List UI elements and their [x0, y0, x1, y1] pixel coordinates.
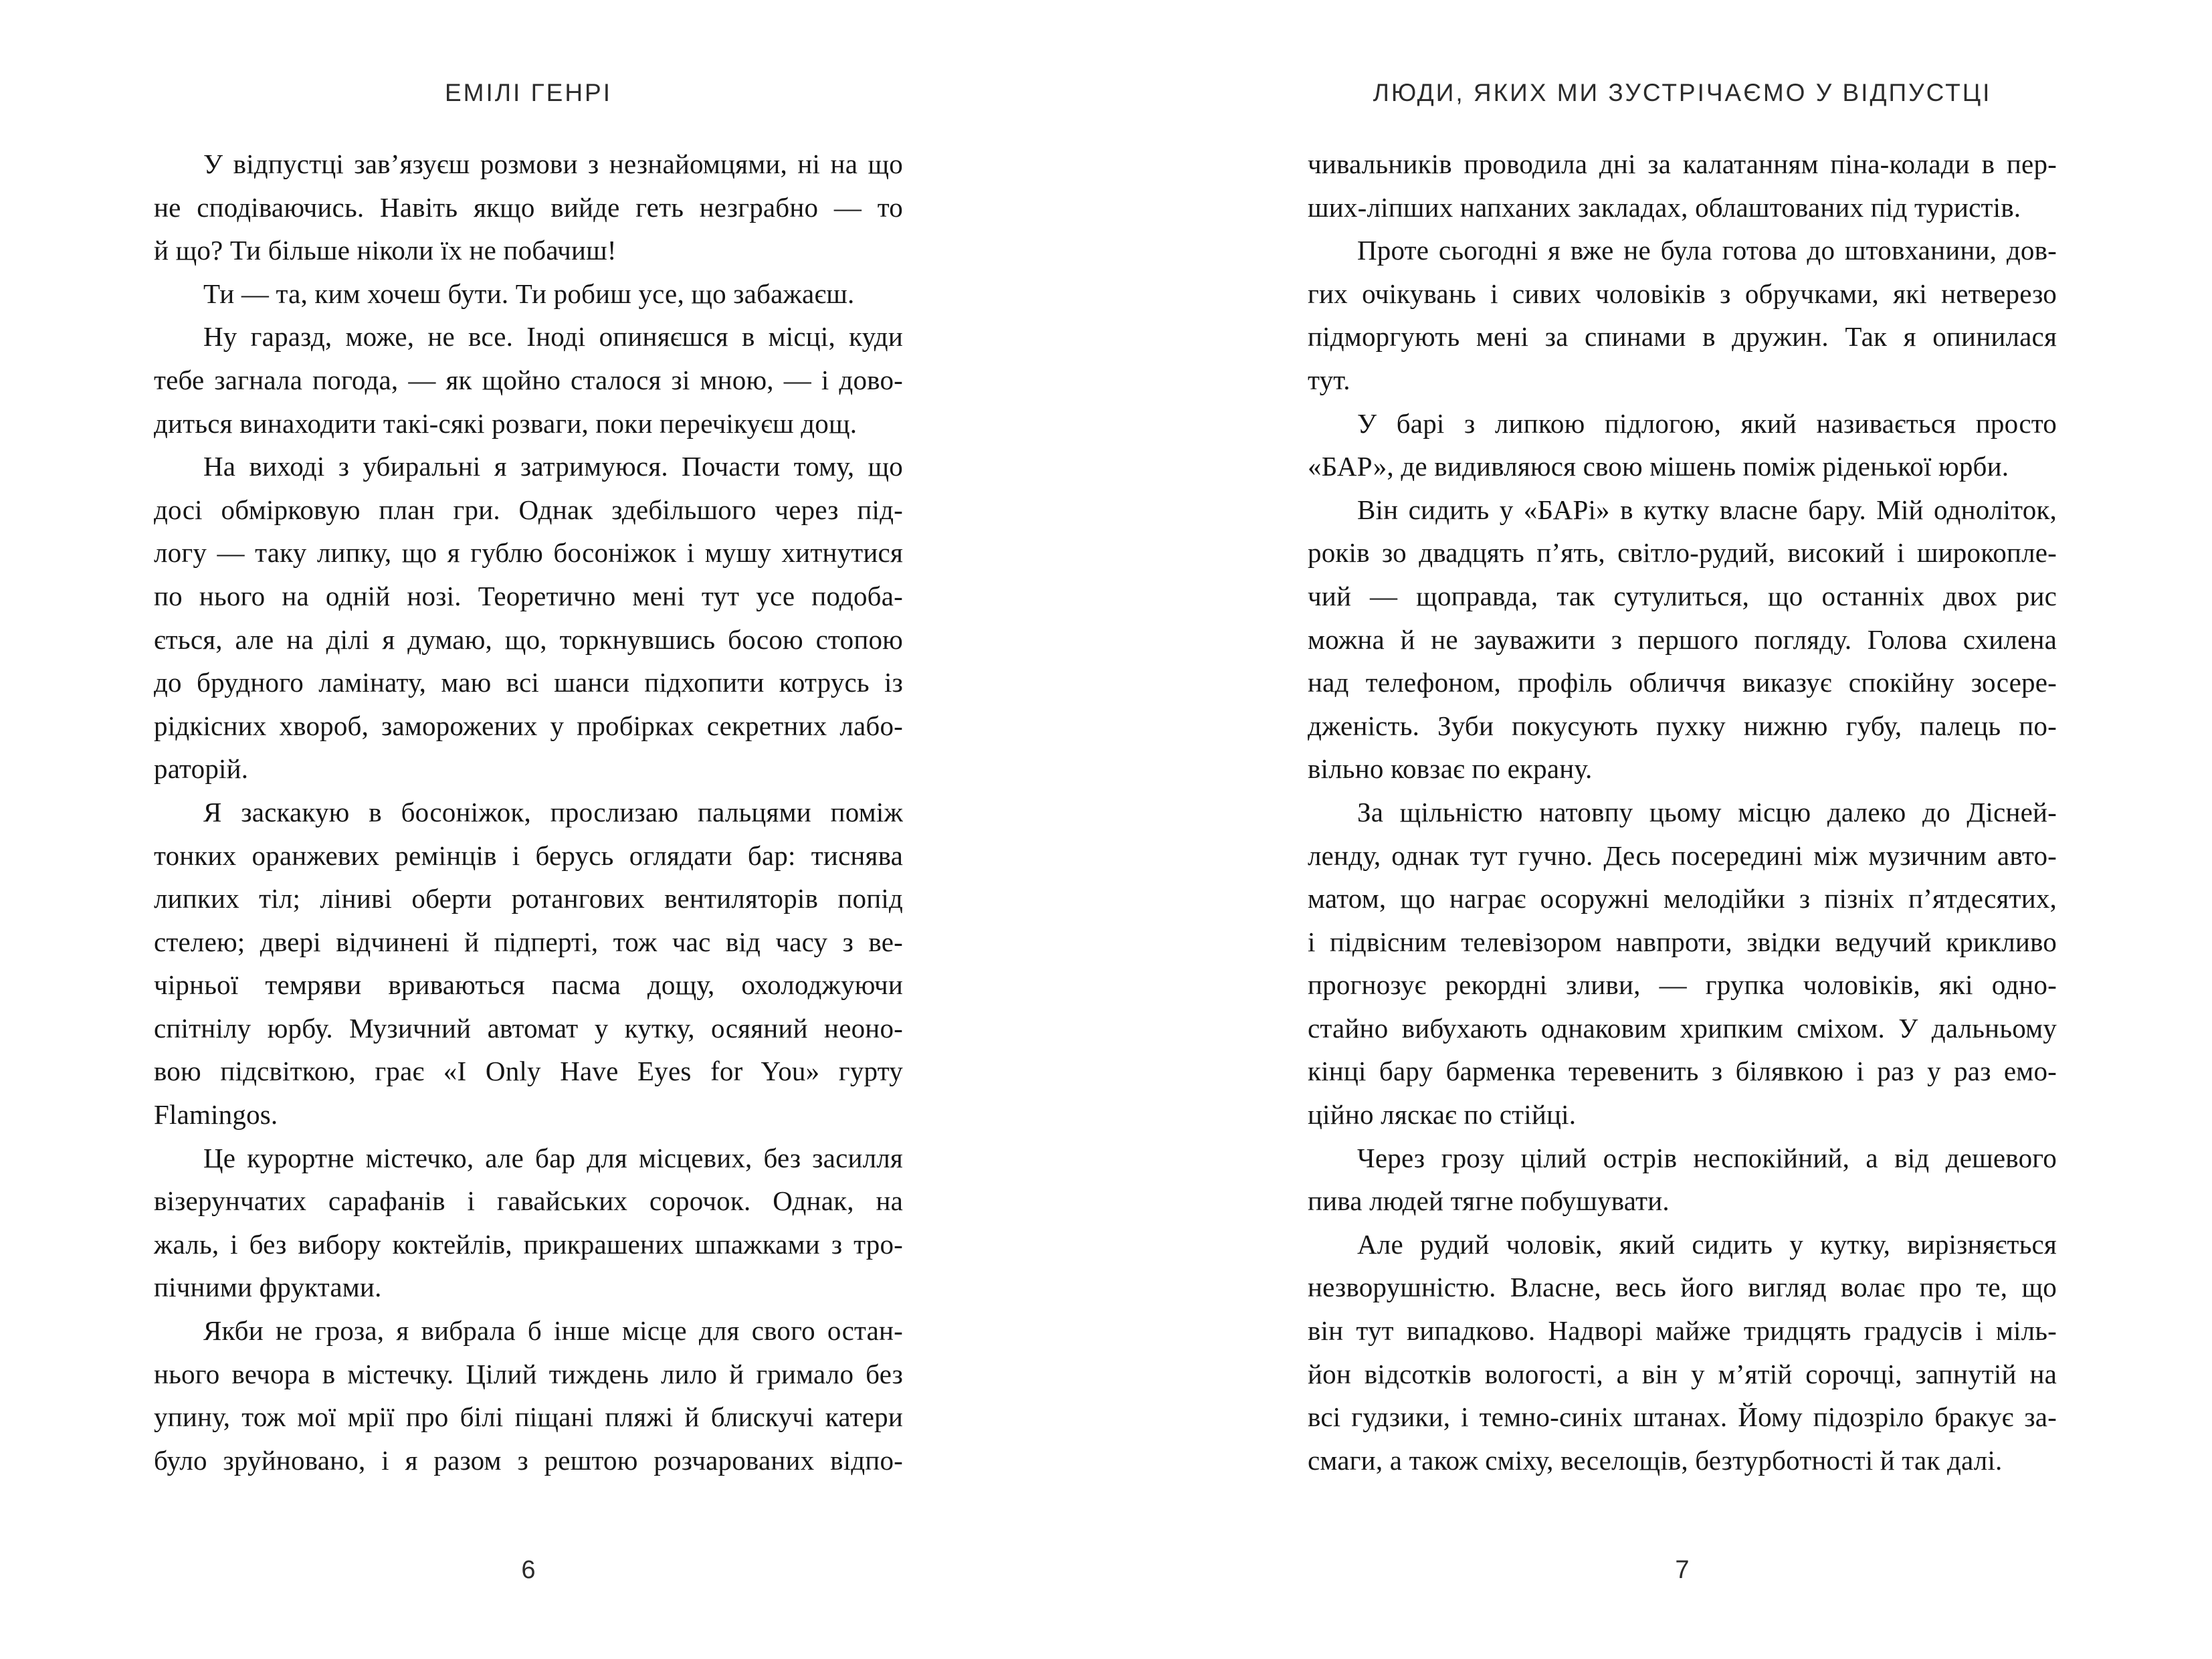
text-line: й що? Ти більше ніколи їх не побачиш!	[154, 235, 617, 266]
text-line: упину, тож мої мрії про білі піщані пляжі й блискучі катери	[154, 1401, 903, 1433]
left-page	[154, 0, 903, 1659]
text-line: У барі з липкою підлогою, який називається просто	[1357, 407, 2057, 439]
text-line: На виході з убиральні я затримуюся. Почасти тому, що	[203, 451, 903, 482]
text-line: диться винаходити такі-сякі розваги, поки перечікуєш дощ.	[154, 407, 858, 439]
text-line: тонких оранжевих ремінців і берусь оглядати бар: тиснява	[154, 840, 903, 871]
text-line: по нього на одній нозі. Теоретично мені тут усе подоба-	[154, 580, 903, 611]
text-line: Через грозу цілий острів неспокійний, а від дешевого	[1357, 1142, 2057, 1173]
text-line: всі гудзики, і темно-синіх штанах. Йому підозріло бракує за-	[1308, 1401, 2057, 1433]
paragraph	[1308, 142, 2057, 229]
text-line: смаги, а також сміху, веселощів, безтурботності й так далі.	[1308, 1444, 2003, 1476]
text-line: над телефоном, профіль обличчя виказує спокійну зосере-	[1308, 667, 2057, 698]
text-line: За щільністю натовпу цьому місцю далеко до Дісней-	[1357, 796, 2057, 827]
text-line: не сподіваючись. Навіть якщо вийде геть незграбно — то	[154, 191, 903, 223]
text-line: логу — таку липку, що я гублю босоніжок і мушу хитнутися	[154, 537, 903, 569]
left-running-header: ЕМІЛІ ГЕНРІ	[444, 79, 612, 106]
text-line: він тут випадково. Надворі майже тридцять градусів і міль-	[1308, 1315, 2057, 1347]
text-line: липких тіл; ліниві оберти ротангових вентиляторів попід	[154, 883, 903, 914]
left-page-body	[154, 142, 903, 1482]
text-line: пива людей тягне побушувати.	[1308, 1185, 1670, 1217]
text-line: і підвісним телевізором навпроти, звідки ведучий крикливо	[1308, 926, 2057, 957]
right-page-body	[1308, 142, 2057, 1482]
left-page-number: 6	[521, 1556, 536, 1584]
text-line: Flamingos.	[154, 1099, 278, 1131]
right-running-header: ЛЮДИ, ЯКИХ МИ ЗУСТРІЧАЄМО У ВІДПУСТЦІ	[1373, 79, 1992, 106]
paragraph	[1308, 488, 2057, 791]
text-line: спітнілу юрбу. Музичний автомат у кутку, осяяний неоно-	[154, 1012, 903, 1044]
right-page	[1308, 0, 2057, 1659]
text-line: пічними фруктами.	[154, 1272, 382, 1303]
text-line: тебе загнала погода, — як щойно сталося зі мною, — і дово-	[154, 364, 903, 395]
text-line: матом, що награє осоружні мелодійки з пізніх п’ятдесятих,	[1308, 883, 2057, 914]
text-line: Проте сьогодні я вже не була готова до штовханини, дов-	[1357, 235, 2057, 266]
text-line: вою підсвіткою, грає «I Only Have Eyes for You» гурту	[154, 1056, 903, 1087]
paragraph	[1308, 1137, 2057, 1223]
text-line: Ну гаразд, може, не все. Іноді опиняєшся в місці, куди	[203, 321, 903, 353]
paragraph	[154, 791, 903, 1137]
text-line: до брудного ламінату, маю всі шанси підхопити котрусь із	[154, 667, 903, 698]
paragraph	[154, 1137, 903, 1309]
text-line: У відпустці зав’язуєш розмови з незнайомцями, ні на що	[203, 149, 903, 179]
text-line: ційно ляскає по стійці.	[1308, 1099, 1577, 1131]
text-line: років зо двадцять п’ять, світло-рудий, високий і широкопле-	[1308, 537, 2057, 569]
text-line: стелею; двері відчинені й підперті, тож час від часу з ве-	[154, 926, 903, 957]
text-line: Ти — та, ким хочеш бути. Ти робиш усе, що забажаєш.	[203, 278, 855, 309]
paragraph	[154, 272, 903, 316]
text-line: «БАР», де видивляюся свою мішень поміж ріденької юрби.	[1308, 451, 2009, 482]
text-line: гих очікувань і сивих чоловіків з обручками, які нетверезо	[1308, 278, 2057, 309]
text-line: раторій.	[154, 753, 249, 785]
text-line: ших-ліпших напханих закладах, облаштованих під туристів.	[1308, 191, 2021, 223]
text-line: дженість. Зуби покусують пухку нижню губу, палець по-	[1308, 710, 2057, 741]
paragraph	[1308, 402, 2057, 488]
text-line: кінці бару барменка теревенить з білявкою і раз у раз емо-	[1308, 1056, 2057, 1087]
text-line: можна й не зауважити з першого погляду. Голова схилена	[1308, 623, 2057, 655]
text-line: незворушністю. Власне, весь його вигляд волає про те, що	[1308, 1272, 2057, 1303]
text-line: Це курортне містечко, але бар для місцевих, без засилля	[203, 1142, 903, 1173]
text-line: Він сидить у «БАРі» в кутку власне бару. Мій одноліток,	[1357, 494, 2057, 525]
text-line: ється, але на ділі я думаю, що, торкнувшись босою стопою	[154, 623, 903, 655]
text-line: чий — щоправда, так сутулиться, що останніх двох рис	[1308, 580, 2057, 611]
text-line: візерунчатих сарафанів і гавайських сорочок. Однак, на	[154, 1185, 903, 1217]
text-line: Але рудий чоловік, який сидить у кутку, вирізняється	[1357, 1228, 2057, 1260]
text-line: досі обмірковую план гри. Однак здебільшого через під-	[154, 494, 903, 525]
paragraph	[1308, 1223, 2057, 1482]
text-line: нього вечора в містечку. Цілий тиждень лило й гримало без	[154, 1358, 903, 1389]
text-line: прогнозує рекордні зливи, — групка чоловіків, які одно-	[1308, 969, 2057, 1001]
paragraph	[1308, 791, 2057, 1137]
paragraph	[154, 142, 903, 272]
text-line: рідкісних хвороб, заморожених у пробірках секретних лабо-	[154, 710, 903, 741]
text-line: підморгують мені за спинами в дружин. Так я опинилася	[1308, 321, 2057, 353]
text-line: жаль, і без вибору коктейлів, прикрашених шпажками з тро-	[154, 1228, 903, 1260]
paragraph	[154, 1309, 903, 1482]
text-line: Я заскакую в босоніжок, прослизаю пальцями поміж	[203, 796, 903, 827]
paragraph	[154, 445, 903, 791]
text-line: ленду, однак тут гучно. Десь посередині між музичним авто-	[1308, 840, 2057, 871]
text-line: було зруйновано, і я разом з рештою розчарованих відпо-	[154, 1444, 903, 1476]
paragraph	[154, 315, 903, 445]
text-line: Якби не гроза, я вибрала б інше місце для свого остан-	[203, 1315, 903, 1347]
text-line: чивальників проводила дні за калатанням піна-колади в пер-	[1308, 149, 2057, 179]
text-line: чірньої темряви вриваються пасма дощу, охолоджуючи	[154, 969, 903, 1001]
text-line: стайно вибухають однаковим хрипким сміхом. У дальньому	[1308, 1012, 2057, 1044]
text-line: вільно ковзає по екрану.	[1308, 753, 1593, 785]
paragraph	[1308, 229, 2057, 401]
text-line: йон відсотків вологості, а він у м’ятій сорочці, запнутій на	[1308, 1358, 2057, 1389]
text-line: тут.	[1308, 364, 1350, 395]
right-page-number: 7	[1675, 1556, 1690, 1584]
